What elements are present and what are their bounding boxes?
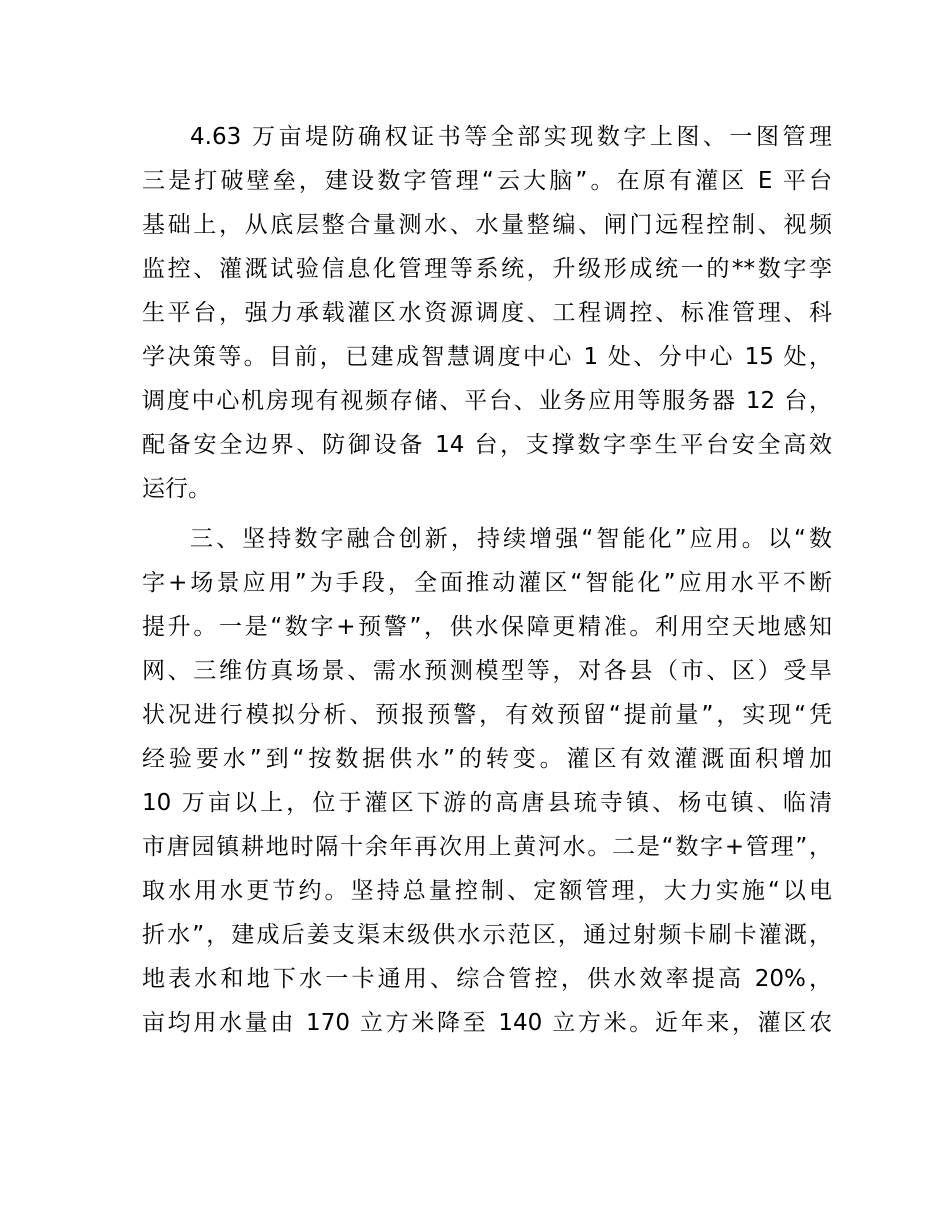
text-line: 字+场景应用”为手段，全面推动灌区“智能化”应用水平不断 bbox=[142, 570, 832, 596]
text-line: 调度中心机房现有视频存储、平台、业务应用等服务器 12 台， bbox=[142, 388, 832, 414]
text-line: 配备安全边界、防御设备 14 台，支撑数字孪生平台安全高效 bbox=[142, 432, 832, 458]
text-line: 提升。一是“数字+预警”，供水保障更精准。利用空天地感知 bbox=[142, 614, 832, 640]
text-line: 三、坚持数字融合创新，持续增强“智能化”应用。以“数 bbox=[190, 526, 832, 552]
text-line: 学决策等。目前，已建成智慧调度中心 1 处、分中心 15 处， bbox=[142, 344, 832, 370]
text-line: 状况进行模拟分析、预报预警，有效预留“提前量”，实现“凭 bbox=[142, 702, 832, 728]
text-line: 10 万亩以上，位于灌区下游的高唐县琉寺镇、杨屯镇、临清 bbox=[142, 790, 832, 816]
text-line: 三是打破壁垒，建设数字管理“云大脑”。在原有灌区 E 平台 bbox=[142, 168, 832, 194]
text-line: 地表水和地下水一卡通用、综合管控，供水效率提高 20%， bbox=[142, 966, 832, 992]
text-line: 4.63 万亩堤防确权证书等全部实现数字上图、一图管理 bbox=[190, 124, 832, 150]
text-line: 生平台，强力承载灌区水资源调度、工程调控、标准管理、科 bbox=[142, 300, 832, 326]
text-line: 取水用水更节约。坚持总量控制、定额管理，大力实施“以电 bbox=[142, 878, 832, 904]
text-line: 亩均用水量由 170 立方米降至 140 立方米。近年来，灌区农 bbox=[142, 1010, 832, 1036]
text-line: 网、三维仿真场景、需水预测模型等，对各县（市、区）受旱 bbox=[142, 658, 832, 684]
text-line: 市唐园镇耕地时隔十余年再次用上黄河水。二是“数字+管理”， bbox=[142, 834, 832, 860]
text-line: 经验要水”到“按数据供水”的转变。灌区有效灌溉面积增加 bbox=[142, 746, 832, 772]
text-line: 折水”，建成后姜支渠末级供水示范区，通过射频卡刷卡灌溉， bbox=[142, 922, 832, 948]
text-line: 运行。 bbox=[142, 476, 211, 502]
text-line: 基础上，从底层整合量测水、水量整编、闸门远程控制、视频 bbox=[142, 212, 832, 238]
text-line: 监控、灌溉试验信息化管理等系统，升级形成统一的**数字孪 bbox=[142, 256, 832, 282]
